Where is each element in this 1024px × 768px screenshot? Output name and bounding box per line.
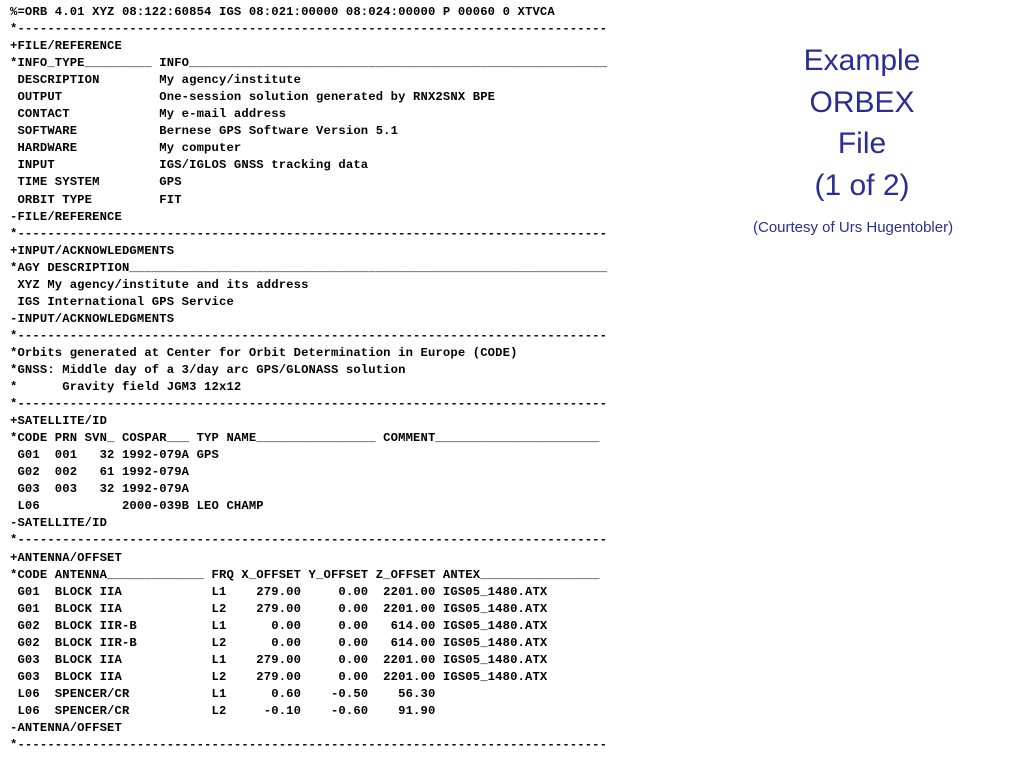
comment-line: *GNSS: Middle day of a 3/day arc GPS/GLONASS solution [10,362,406,377]
slide-title-line: Example [803,44,921,77]
satellite-row: G01 001 32 1992-079A GPS [10,448,219,463]
antenna-offset-row: G02 BLOCK IIR-B L1 0.00 0.00 614.00 IGS05_1480.ATX [10,618,548,633]
satellite-row: G02 002 61 1992-079A [10,465,190,480]
comment-line: *Orbits generated at Center for Orbit Determination in Europe (CODE) [10,345,518,360]
antenna-offset-row: G01 BLOCK IIA L2 279.00 0.00 2201.00 IGS05_1480.ATX [10,601,548,616]
separator-line: *------------------------------------------------------------------------------- [10,226,608,241]
block-end-satellite-id: -SATELLITE/ID [10,516,108,531]
antenna-offset-row: G01 BLOCK IIA L1 279.00 0.00 2201.00 IGS05_1480.ATX [10,584,548,599]
file-reference-time-system: TIME SYSTEM GPS [10,175,182,190]
block-start-file-reference: +FILE/REFERENCE [10,39,122,54]
separator-line: *------------------------------------------------------------------------------- [10,533,608,548]
separator-line: *------------------------------------------------------------------------------- [10,738,608,753]
antenna-offset-row: G03 BLOCK IIA L1 279.00 0.00 2201.00 IGS05_1480.ATX [10,652,548,667]
file-reference-hardware: HARDWARE My computer [10,141,242,156]
block-end-antenna-offset: -ANTENNA/OFFSET [10,720,122,735]
column-header-line: *CODE PRN SVN_ COSPAR___ TYP NAME________________ COMMENT______________________ [10,431,600,446]
column-header-line: *AGY DESCRIPTION________________________________________________________________ [10,260,608,275]
separator-line: *------------------------------------------------------------------------------- [10,397,608,412]
file-reference-contact: CONTACT My e-mail address [10,107,287,122]
file-reference-input: INPUT IGS/IGLOS GNSS tracking data [10,158,369,173]
satellite-row: L06 2000-039B LEO CHAMP [10,499,264,514]
slide-title [740,40,984,206]
slide-title-line: ORBEX [809,85,915,119]
acknowledgment-row: IGS International GPS Service [10,294,234,309]
file-reference-software: SOFTWARE Bernese GPS Software Version 5.1 [10,124,399,139]
column-header-line: *INFO_TYPE_________ INFO________________________________________________________ [10,56,608,71]
file-reference-description: DESCRIPTION My agency/institute [10,73,302,88]
separator-line: *------------------------------------------------------------------------------- [10,328,608,343]
block-end-file-reference: -FILE/REFERENCE [10,209,122,224]
slide-credit: (Courtesy of Urs Hugentobler) [753,219,954,236]
header-record-line: %=ORB 4.01 XYZ 08:122:60854 IGS 08:021:00000 08:024:00000 P 00060 0 XTVCA [10,5,555,19]
file-reference-orbit-type: ORBIT TYPE FIT [10,192,182,207]
acknowledgment-row: XYZ My agency/institute and its address [10,277,309,292]
block-start-antenna-offset: +ANTENNA/OFFSET [10,550,122,565]
block-end-input-acknowledgments: -INPUT/ACKNOWLEDGMENTS [10,311,175,326]
orbex-file-listing [10,4,700,754]
file-reference-output: OUTPUT One-session solution generated by RNX2SNX BPE [10,90,496,105]
slide-title-line: File [837,127,887,160]
comment-line: * Gravity field JGM3 12x12 [10,380,242,395]
antenna-offset-row: L06 SPENCER/CR L2 -0.10 -0.60 91.90 [10,703,436,718]
column-header-line: *CODE ANTENNA_____________ FRQ X_OFFSET Y_OFFSET Z_OFFSET ANTEX________________ [10,567,600,582]
antenna-offset-row: G02 BLOCK IIR-B L2 0.00 0.00 614.00 IGS05_1480.ATX [10,635,548,650]
block-start-input-acknowledgments: +INPUT/ACKNOWLEDGMENTS [10,243,175,258]
separator-line: *------------------------------------------------------------------------------- [10,22,608,37]
antenna-offset-row: L06 SPENCER/CR L1 0.60 -0.50 56.30 [10,686,436,701]
slide-title-line: (1 of 2) [814,168,910,202]
satellite-row: G03 003 32 1992-079A [10,482,190,497]
antenna-offset-row: G03 BLOCK IIA L2 279.00 0.00 2201.00 IGS05_1480.ATX [10,669,548,684]
block-start-satellite-id: +SATELLITE/ID [10,414,108,429]
